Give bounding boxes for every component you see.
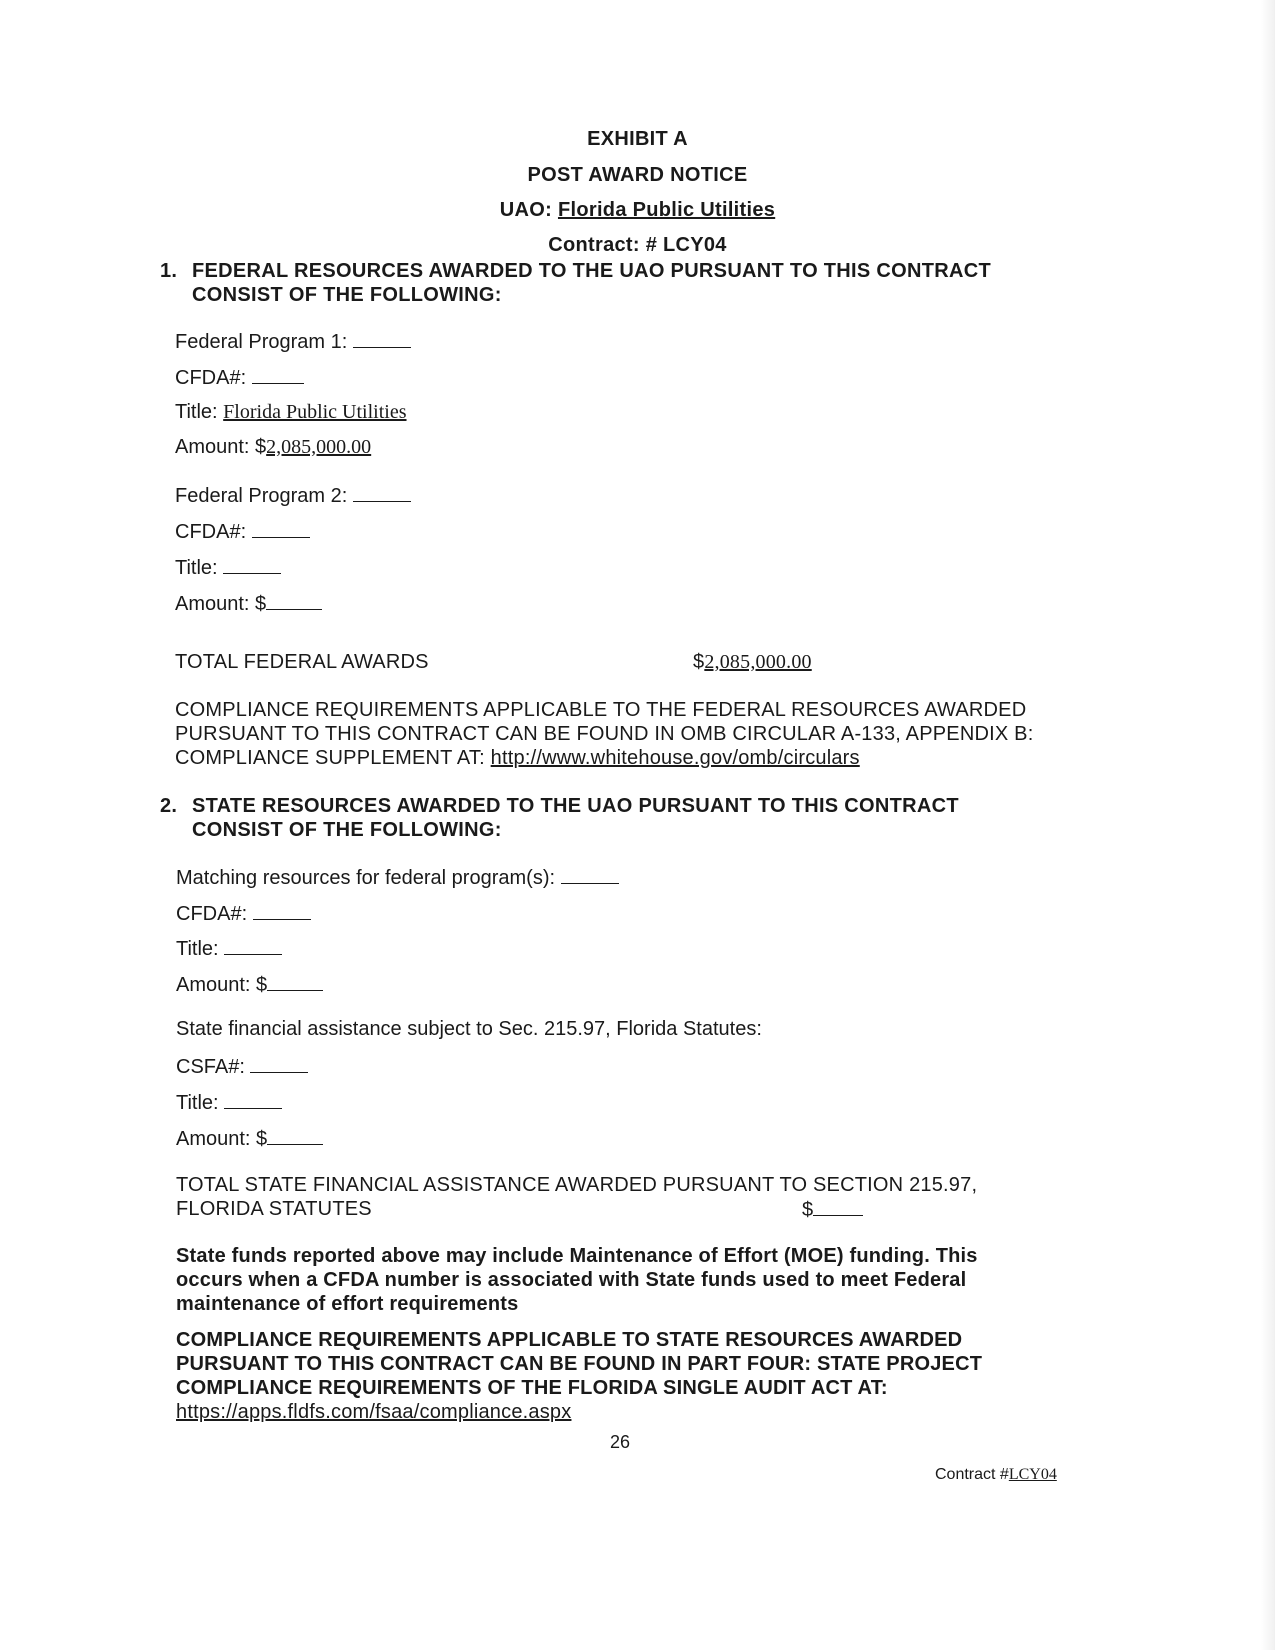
amount-2-blank [266,591,322,610]
cfda-2-blank [252,519,310,538]
cfda-3 [176,901,311,926]
amount-1-label: Amount: $ [175,436,267,458]
amount-4-blank [267,1126,323,1145]
footer-contract [935,1466,1057,1484]
total-state-blank [813,1197,863,1216]
total-federal-amount [693,650,812,674]
cfda-1 [175,365,304,390]
total-federal-currency: $ [693,651,705,673]
amount-2 [175,591,322,616]
section2-number: 2. [160,795,178,817]
title-3-blank [224,936,282,955]
amount-2-label: Amount: $ [175,593,267,615]
total-state-line1: TOTAL STATE FINANCIAL ASSISTANCE AWARDED PURSUANT TO SECTION 215.97, [176,1174,978,1196]
csfa [176,1054,308,1079]
title-2-blank [223,555,281,574]
cfda-2-label: CFDA#: [175,521,247,543]
state-compliance-link[interactable]: https://apps.fldfs.com/fsaa/compliance.aspx [176,1401,572,1423]
federal-program-2-blank [353,483,411,502]
uao-line [0,199,1275,222]
footer-contract-label: Contract # [935,1466,1009,1483]
amount-3 [176,972,323,997]
total-federal-value: 2,085,000.00 [704,651,812,673]
moe-note-line1: State funds reported above may include Maintenance of Effort (MOE) funding. This [176,1245,978,1267]
total-state-amount [802,1197,863,1222]
notice-title: POST AWARD NOTICE [527,164,748,186]
federal-program-2-label: Federal Program 2: [175,485,348,507]
title-1-label: Title: [175,401,218,423]
cfda-3-blank [253,901,311,920]
amount-1 [175,436,371,459]
federal-compliance-line1: COMPLIANCE REQUIREMENTS APPLICABLE TO THE FEDERAL RESOURCES AWARDED [175,699,1027,721]
federal-compliance-line3 [175,746,860,770]
state-compliance-line3: COMPLIANCE REQUIREMENTS OF THE FLORIDA SINGLE AUDIT ACT AT: [176,1377,888,1399]
cfda-1-blank [252,365,304,384]
section2-heading-line2: CONSIST OF THE FOLLOWING: [192,819,502,841]
exhibit-title: EXHIBIT A [587,128,688,150]
uao-label: UAO: [499,199,553,221]
federal-program-2 [175,483,411,508]
moe-note-line2: occurs when a CFDA number is associated with State funds used to meet Federal [176,1269,967,1291]
page-number: 26 [609,1432,631,1452]
title-1-value: Florida Public Utilities [223,401,407,423]
title-3-label: Title: [176,938,219,960]
csfa-blank [250,1054,308,1073]
csfa-label: CSFA#: [176,1056,245,1078]
federal-compliance-line2: PURSUANT TO THIS CONTRACT CAN BE FOUND IN OMB CIRCULAR A-133, APPENDIX B: [175,723,1034,745]
title-4-label: Title: [176,1092,219,1114]
section1-number: 1. [160,260,178,282]
matching-resources-label: Matching resources for federal program(s): [176,867,556,889]
federal-program-1-label: Federal Program 1: [175,331,348,353]
federal-program-1 [175,329,411,354]
title-4-blank [224,1090,282,1109]
federal-compliance-link[interactable]: http://www.whitehouse.gov/omb/circulars [490,747,860,769]
total-federal-label: TOTAL FEDERAL AWARDS [175,651,429,673]
amount-4-label: Amount: $ [176,1128,268,1150]
state-compliance-line2: PURSUANT TO THIS CONTRACT CAN BE FOUND IN PART FOUR: STATE PROJECT [176,1353,983,1375]
amount-3-blank [267,972,323,991]
title-3 [176,936,282,961]
matching-resources [176,865,619,890]
total-state-line2: FLORIDA STATUTES [176,1198,372,1220]
uao-value: Florida Public Utilities [557,199,776,221]
amount-4 [176,1126,323,1151]
title-1 [175,401,407,424]
contract-line: Contract: # LCY04 [548,234,727,256]
footer-contract-value: LCY04 [1008,1466,1057,1483]
cfda-3-label: CFDA#: [176,903,248,925]
title-4 [176,1090,282,1115]
cfda-1-label: CFDA#: [175,367,247,389]
federal-compliance-text: COMPLIANCE SUPPLEMENT AT: [175,747,485,769]
section1-heading-line1: FEDERAL RESOURCES AWARDED TO THE UAO PURSUANT TO THIS CONTRACT [192,260,992,282]
federal-program-1-blank [353,329,411,348]
title-2 [175,555,281,580]
total-state-currency: $ [802,1199,814,1221]
moe-note-line3: maintenance of effort requirements [176,1293,519,1315]
amount-1-value: 2,085,000.00 [266,436,372,458]
title-2-label: Title: [175,557,218,579]
amount-3-label: Amount: $ [176,974,268,996]
state-assistance-label: State financial assistance subject to Sec. 215.97, Florida Statutes: [176,1018,762,1040]
matching-resources-blank [561,865,619,884]
state-compliance-line1: COMPLIANCE REQUIREMENTS APPLICABLE TO STATE RESOURCES AWARDED [176,1329,963,1351]
cfda-2 [175,519,310,544]
section1-heading-line2: CONSIST OF THE FOLLOWING: [192,284,502,306]
section2-heading-line1: STATE RESOURCES AWARDED TO THE UAO PURSUANT TO THIS CONTRACT [192,795,959,817]
